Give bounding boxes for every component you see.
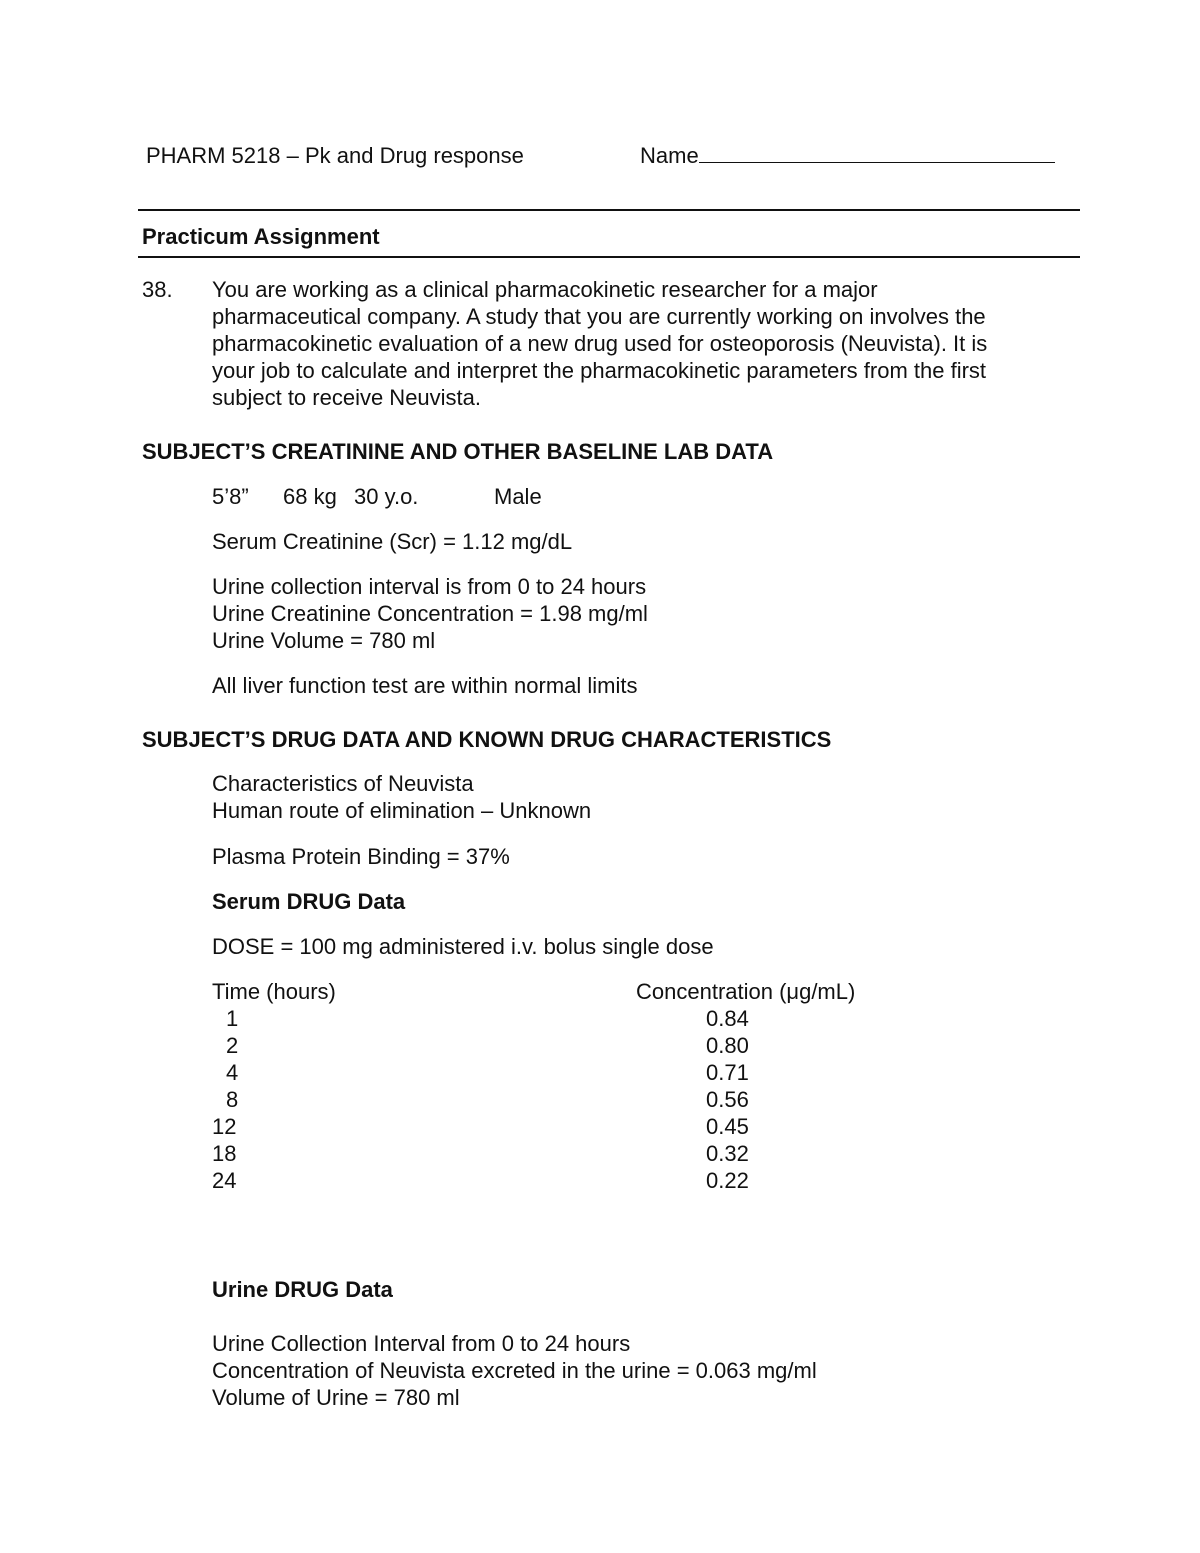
table-row (212, 1005, 912, 1032)
table-row (212, 1059, 912, 1086)
subject-height: 5’8” (212, 484, 249, 509)
plasma-protein-binding: Plasma Protein Binding = 37% (212, 844, 510, 869)
baseline-heading: SUBJECT’S CREATININE AND OTHER BASELINE LAB DATA (142, 439, 774, 464)
top-rule (138, 209, 1080, 211)
urine-creatinine-concentration: Urine Creatinine Concentration = 1.98 mg/ml (212, 601, 648, 626)
urine-drug-volume: Volume of Urine = 780 ml (212, 1385, 460, 1410)
concentration-cell: 0.80 (706, 1033, 749, 1058)
concentration-cell: 0.32 (706, 1141, 749, 1166)
concentration-cell: 0.84 (706, 1006, 749, 1031)
question-number: 38. (142, 277, 173, 302)
drug-characteristics: Characteristics of Neuvista (212, 771, 474, 796)
serum-drug-heading: Serum DRUG Data (212, 889, 406, 914)
urine-collection-interval: Urine collection interval is from 0 to 24 hours (212, 574, 647, 599)
question-line-2: pharmaceutical company. A study that you are currently working on involves the (212, 304, 986, 329)
question-line-4: your job to calculate and interpret the pharmacokinetic parameters from the first (212, 358, 987, 383)
elimination-route: Human route of elimination – Unknown (212, 798, 592, 823)
concentration-cell: 0.22 (706, 1168, 749, 1193)
urine-drug-heading: Urine DRUG Data (212, 1277, 393, 1302)
col-concentration-header: Concentration (μg/mL) (636, 979, 856, 1004)
table-row (212, 1032, 912, 1059)
urine-drug-interval: Urine Collection Interval from 0 to 24 hours (212, 1331, 631, 1356)
question-line-3: pharmacokinetic evaluation of a new drug used for osteoporosis (Neuvista). It is (212, 331, 988, 356)
concentration-cell: 0.45 (706, 1114, 749, 1139)
table-row (212, 1167, 912, 1194)
question-line-1: You are working as a clinical pharmacokinetic researcher for a major (212, 277, 878, 302)
urine-volume: Urine Volume = 780 ml (212, 628, 436, 653)
drug-heading: SUBJECT’S DRUG DATA AND KNOWN DRUG CHARACTERISTICS (142, 727, 832, 752)
name-field[interactable] (640, 142, 1055, 169)
time-cell: 1 (226, 1006, 239, 1031)
course-title: PHARM 5218 – Pk and Drug response (146, 143, 524, 168)
bottom-rule (138, 256, 1080, 258)
table-row (212, 1113, 912, 1140)
subject-age: 30 y.o. (354, 484, 419, 509)
table-row (212, 1140, 912, 1167)
question-line-5: subject to receive Neuvista. (212, 385, 482, 410)
concentration-cell: 0.71 (706, 1060, 749, 1085)
urine-drug-concentration: Concentration of Neuvista excreted in the urine = 0.063 mg/ml (212, 1358, 817, 1383)
name-blank-line (699, 142, 1055, 163)
time-cell: 8 (226, 1087, 239, 1112)
time-cell: 2 (226, 1033, 239, 1058)
time-cell: 18 (212, 1141, 237, 1166)
concentration-cell: 0.56 (706, 1087, 749, 1112)
time-cell: 12 (212, 1114, 237, 1139)
serum-table-header (212, 978, 912, 1005)
dose-statement: DOSE = 100 mg administered i.v. bolus single dose (212, 934, 714, 959)
table-row (212, 1086, 912, 1113)
name-label: Name (640, 143, 699, 168)
time-cell: 4 (226, 1060, 239, 1085)
section-title: Practicum Assignment (142, 224, 380, 249)
col-time-header: Time (hours) (212, 979, 336, 1004)
serum-creatinine: Serum Creatinine (Scr) = 1.12 mg/dL (212, 529, 573, 554)
subject-sex: Male (494, 484, 542, 509)
subject-weight: 68 kg (283, 484, 337, 509)
time-cell: 24 (212, 1168, 237, 1193)
liver-function-note: All liver function test are within normal limits (212, 673, 638, 698)
